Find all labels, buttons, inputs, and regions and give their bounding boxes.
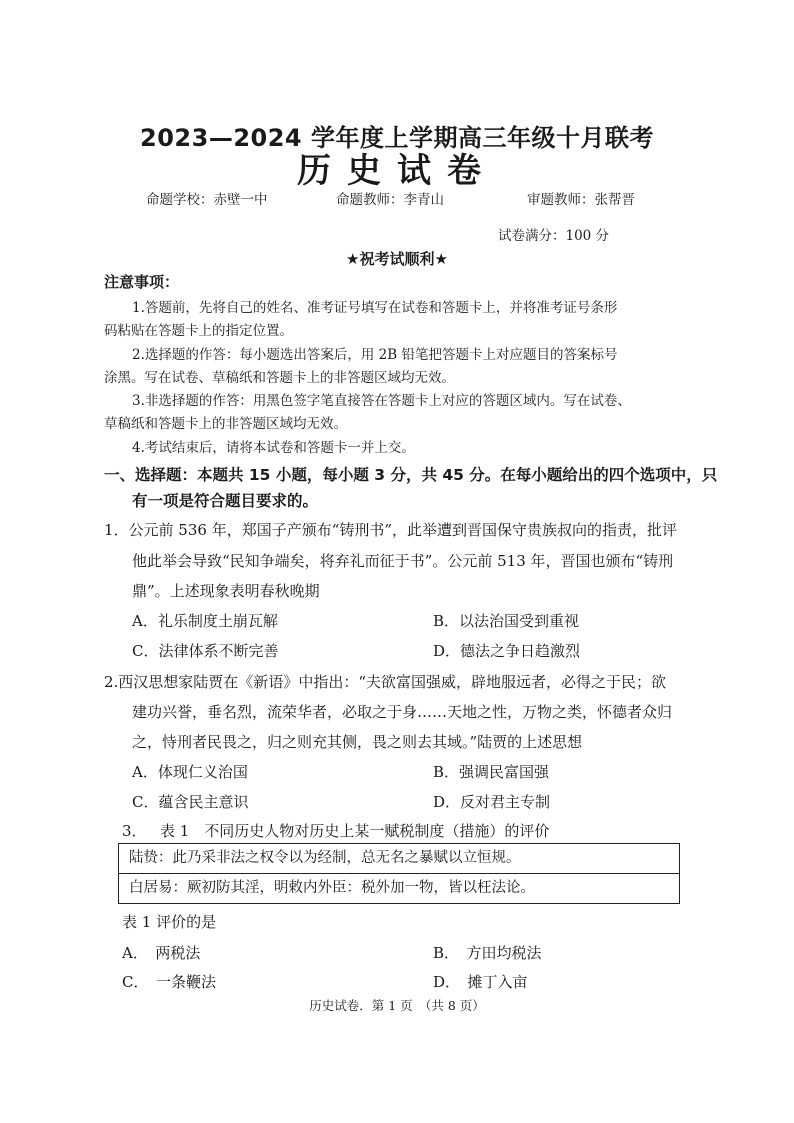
section-heading: 有一项是符合题目要求的。 [132, 492, 319, 510]
question-3-option-c: C． 一条鞭法 [122, 973, 216, 991]
question-1-option-d: D．德法之争日趋激烈 [433, 642, 581, 660]
setter-info: 命题教师：李青山 [336, 192, 444, 208]
question-3-option-a: A． 两税法 [122, 944, 201, 962]
notice-line: 涂黑。写在试卷、草稿纸和答题卡上的非答题区域均无效。 [104, 370, 455, 386]
reviewer-info: 审题教师：张帮晋 [527, 192, 635, 208]
notice-line: 4.考试结束后，请将本试卷和答题卡一并上交。 [132, 440, 415, 456]
notice-heading: 注意事项： [104, 273, 180, 291]
question-3-number: 3． [122, 822, 147, 840]
page-footer: 历史试卷．第 1 页 （共 8 页） [309, 998, 485, 1013]
table-row: 白居易：厥初防其淫，明敕内外臣：税外加一物，皆以枉法论。 [119, 873, 679, 903]
question-3-option-d: D． 摊丁入亩 [433, 973, 528, 991]
question-2-line: 2.西汉思想家陆贾在《新语》中指出：“夫欲富国强威，辟地服远者，必得之于民；欲 [104, 673, 666, 691]
question-2-option-c: C．蕴含民主意识 [132, 793, 249, 811]
table-row: 陆贽：此乃采非法之权令以为经制，总无名之暴赋以立恒规。 [129, 850, 521, 866]
question-1-line: 他此举会导致“民知争端矣，将弃礼而征于书”。公元前 513 年，晋国也颁布“铸刑 [132, 552, 674, 570]
school-info: 命题学校：赤壁一中 [146, 192, 268, 208]
notice-line: 码粘贴在答题卡上的指定位置。 [104, 323, 293, 339]
question-2-option-a: A．体现仁义治国 [132, 763, 248, 781]
question-2-line: 建功兴誉，垂名烈，流荣华者，必取之于身……天地之性，万物之类，怀德者众归 [132, 703, 673, 721]
question-1-option-b: B．以法治国受到重视 [433, 612, 580, 630]
question-1-option-a: A．礼乐制度土崩瓦解 [132, 612, 278, 630]
question-1-option-c: C．法律体系不断完善 [132, 642, 279, 660]
question-1-line: 1．公元前 536 年，郑国子产颁布“铸刑书”，此举遭到晋国保守贵族叔向的指责，批评 [104, 521, 678, 539]
question-2-line: 之，恃刑者民畏之，归之则充其侧，畏之则去其域。”陆贾的上述思想 [132, 733, 583, 751]
notice-line: 3.非选择题的作答：用黑色签字笔直接答在答题卡上对应的答题区域内。写在试卷、 [132, 393, 631, 409]
notice-line: 1.答题前，先将自己的姓名、准考证号填写在试卷和答题卡上，并将准考证号条形 [132, 300, 618, 316]
subject-title: 历史试卷 [297, 151, 497, 191]
section-heading: 一、选择题：本题共 15 小题，每小题 3 分，共 45 分。在每小题给出的四个选项中，只 [104, 466, 718, 484]
full-score: 试卷满分：100 分 [498, 228, 610, 244]
question-1-line: 鼎”。上述现象表明春秋晚期 [132, 582, 320, 600]
exam-title: 2023—2024 学年度上学期高三年级十月联考 [140, 124, 654, 152]
question-3-option-b: B． 方田均税法 [433, 944, 542, 962]
notice-line: 2.选择题的作答：每小题选出答案后，用 2B 铅笔把答题卡上对应题目的答案标号 [132, 347, 618, 363]
question-3-stem: 表 1 评价的是 [122, 913, 217, 931]
notice-line: 草稿纸和答题卡上的非答题区域均无效。 [104, 416, 347, 432]
good-luck-banner: ★祝考试顺利★ [346, 250, 448, 268]
evaluation-table [118, 843, 680, 904]
question-2-option-b: B．强调民富国强 [433, 763, 550, 781]
question-2-option-d: D．反对君主专制 [433, 793, 551, 811]
table-caption: 表 1 不同历史人物对历史上某一赋税制度（措施）的评价 [160, 822, 550, 840]
